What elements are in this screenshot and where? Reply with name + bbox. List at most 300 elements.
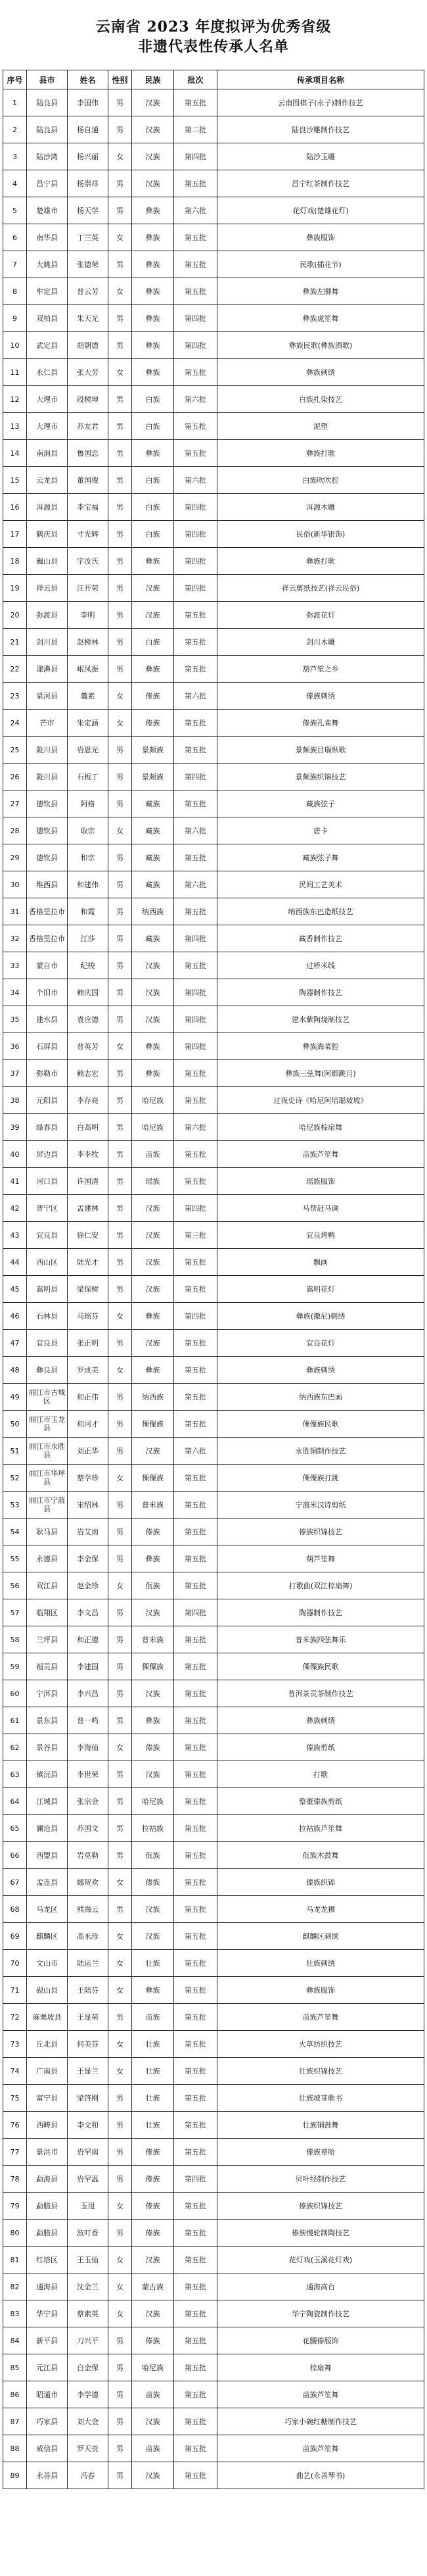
cell-ethnicity: 彝族: [132, 197, 174, 224]
cell-ethnicity: 壮族: [132, 2112, 174, 2139]
cell-project: 宁蒗米汉诗剪纸: [217, 1492, 424, 1519]
cell-project: 藏族弦子: [217, 790, 424, 817]
cell-project: 云南围棋子(永子)制作技艺: [217, 89, 424, 116]
cell-sex: 男: [108, 602, 132, 629]
table-row: [3, 1438, 424, 1465]
cell-ethnicity: 彝族: [132, 1357, 174, 1384]
cell-project: 苗族芦笙舞: [217, 2004, 424, 2031]
cell-ethnicity: 傣族: [132, 683, 174, 710]
cell-sex: 男: [108, 197, 132, 224]
cell-sex: 男: [108, 1060, 132, 1087]
cell-name: 普一鸣: [68, 1707, 108, 1734]
table-row: [3, 2462, 424, 2489]
cell-project: 傣族织锦: [217, 1869, 424, 1896]
table-row: [3, 1411, 424, 1438]
cell-batch: 第五批: [174, 170, 217, 197]
cell-project: 彝族刺绣: [217, 1357, 424, 1384]
cell-number: 32: [3, 925, 27, 952]
cell-county: 宜良县: [27, 1222, 68, 1249]
cell-ethnicity: 傣族: [132, 2139, 174, 2166]
cell-project: 泥塑: [217, 413, 424, 440]
cell-batch: 第四批: [174, 1599, 217, 1626]
cell-county: 丽江市华坪县: [27, 1465, 68, 1492]
cell-name: 孟建林: [68, 1195, 108, 1222]
cell-name: 马瑶芬: [68, 1303, 108, 1330]
cell-county: 景东县: [27, 1707, 68, 1734]
cell-ethnicity: 汉族: [132, 2247, 174, 2273]
cell-name: 宋绍林: [68, 1492, 108, 1519]
table-row: [3, 683, 424, 710]
cell-ethnicity: 傣族: [132, 710, 174, 737]
cell-project: 葫芦笙舞: [217, 1545, 424, 1572]
cell-ethnicity: 汉族: [132, 1249, 174, 1276]
cell-ethnicity: 彝族: [132, 332, 174, 359]
cell-name: 李国伟: [68, 89, 108, 116]
cell-project: 曲艺(永善琴书): [217, 2462, 424, 2489]
header-sex: 性别: [108, 70, 132, 89]
cell-number: 60: [3, 1680, 27, 1707]
cell-number: 20: [3, 602, 27, 629]
table-row: [3, 2435, 424, 2462]
cell-project: 葫芦笙之乡: [217, 656, 424, 683]
cell-number: 7: [3, 251, 27, 278]
cell-ethnicity: 壮族: [132, 2031, 174, 2058]
cell-name: 董国俊: [68, 467, 108, 494]
cell-county: 双柏县: [27, 305, 68, 332]
cell-number: 57: [3, 1599, 27, 1626]
table-row: [3, 1492, 424, 1519]
cell-ethnicity: 彝族: [132, 305, 174, 332]
cell-batch: 第二批: [174, 116, 217, 143]
table-row: [3, 2004, 424, 2031]
cell-county: 陇川县: [27, 737, 68, 764]
cell-number: 34: [3, 979, 27, 1006]
cell-batch: 第五批: [174, 2300, 217, 2327]
cell-name: 和宗: [68, 844, 108, 871]
cell-sex: 男: [108, 898, 132, 925]
cell-name: 李兴昌: [68, 1680, 108, 1707]
cell-ethnicity: 景颇族: [132, 764, 174, 790]
cell-number: 81: [3, 2247, 27, 2273]
table-row: [3, 1249, 424, 1276]
cell-number: 89: [3, 2462, 27, 2489]
table-row: [3, 1168, 424, 1195]
cell-ethnicity: 傣族: [132, 2327, 174, 2354]
cell-number: 21: [3, 629, 27, 656]
cell-batch: 第六批: [174, 1114, 217, 1141]
table-row: [3, 1788, 424, 1815]
cell-number: 85: [3, 2354, 27, 2381]
cell-ethnicity: 汉族: [132, 1195, 174, 1222]
cell-name: 李建国: [68, 1653, 108, 1680]
table-row: [3, 1519, 424, 1545]
cell-name: 冯春: [68, 2462, 108, 2489]
table-row: [3, 2354, 424, 2381]
cell-sex: 男: [108, 656, 132, 683]
table-row: [3, 1734, 424, 1761]
cell-number: 59: [3, 1653, 27, 1680]
cell-batch: 第五批: [174, 1572, 217, 1599]
cell-name: 陆运兰: [68, 1950, 108, 1977]
cell-number: 42: [3, 1195, 27, 1222]
cell-project: 傈僳族民歌: [217, 1653, 424, 1680]
cell-name: 王玉仙: [68, 2247, 108, 2273]
cell-sex: 男: [108, 871, 132, 898]
table-row: [3, 251, 424, 278]
cell-project: 贝叶经制作技艺: [217, 2166, 424, 2193]
cell-sex: 女: [108, 1869, 132, 1896]
cell-ethnicity: 彝族: [132, 251, 174, 278]
cell-name: 汪开荣: [68, 575, 108, 602]
cell-name: 杨兴丽: [68, 143, 108, 170]
cell-county: 威信县: [27, 2435, 68, 2462]
cell-sex: 男: [108, 844, 132, 871]
cell-ethnicity: 苗族: [132, 2435, 174, 2462]
cell-sex: 女: [108, 2247, 132, 2273]
cell-project: 苗族芦笙舞: [217, 2381, 424, 2408]
cell-batch: 第五批: [174, 1788, 217, 1815]
cell-project: 打歌曲(双江棕扇舞): [217, 1572, 424, 1599]
cell-number: 69: [3, 1923, 27, 1950]
cell-name: 赖庆国: [68, 979, 108, 1006]
cell-number: 23: [3, 683, 27, 710]
cell-sex: 女: [108, 817, 132, 844]
cell-ethnicity: 傣族: [132, 2220, 174, 2247]
cell-project: 彝族打歌: [217, 548, 424, 575]
cell-project: 民俗(新华银饰): [217, 521, 424, 548]
cell-name: 石板丁: [68, 764, 108, 790]
cell-county: 通海县: [27, 2273, 68, 2300]
cell-number: 64: [3, 1788, 27, 1815]
cell-number: 87: [3, 2408, 27, 2435]
cell-county: 弥勒市: [27, 1060, 68, 1087]
cell-county: 勐腊县: [27, 2193, 68, 2220]
cell-batch: 第五批: [174, 790, 217, 817]
cell-batch: 第五批: [174, 2327, 217, 2354]
cell-sex: 女: [108, 1033, 132, 1060]
cell-county: 牟定县: [27, 278, 68, 305]
cell-project: 花腰傣服饰: [217, 2327, 424, 2354]
table-row: [3, 332, 424, 359]
cell-name: 袁应德: [68, 1006, 108, 1033]
cell-sex: 男: [108, 1195, 132, 1222]
cell-batch: 第四批: [174, 548, 217, 575]
cell-number: 15: [3, 467, 27, 494]
cell-name: 赵金珍: [68, 1572, 108, 1599]
header-name: 姓名: [68, 70, 108, 89]
cell-number: 40: [3, 1141, 27, 1168]
table-row: [3, 790, 424, 817]
cell-number: 63: [3, 1761, 27, 1788]
cell-sex: 男: [108, 413, 132, 440]
cell-sex: 女: [108, 2031, 132, 2058]
cell-ethnicity: 彝族: [132, 224, 174, 251]
table-row: [3, 737, 424, 764]
cell-name: 段树坤: [68, 386, 108, 413]
cell-number: 4: [3, 170, 27, 197]
table-row: [3, 1222, 424, 1249]
cell-ethnicity: 苗族: [132, 2004, 174, 2031]
cell-sex: 女: [108, 2058, 132, 2085]
cell-county: 勐腊县: [27, 2220, 68, 2247]
cell-ethnicity: 傣族: [132, 1734, 174, 1761]
cell-sex: 男: [108, 1330, 132, 1357]
cell-name: 熊海云: [68, 1896, 108, 1923]
cell-county: 陇川县: [27, 764, 68, 790]
table-row: [3, 1707, 424, 1734]
cell-county: 巍山县: [27, 548, 68, 575]
cell-batch: 第五批: [174, 251, 217, 278]
cell-ethnicity: 白族: [132, 413, 174, 440]
cell-ethnicity: 汉族: [132, 170, 174, 197]
cell-project: 壮族织锦技艺: [217, 2058, 424, 2085]
cell-batch: 第五批: [174, 1734, 217, 1761]
cell-county: 南涧县: [27, 440, 68, 467]
cell-ethnicity: 佤族: [132, 1842, 174, 1869]
cell-project: 陆沙玉雕: [217, 143, 424, 170]
cell-batch: 第四批: [174, 764, 217, 790]
cell-ethnicity: 彝族: [132, 1707, 174, 1734]
cell-county: 永德县: [27, 1545, 68, 1572]
cell-number: 37: [3, 1060, 27, 1087]
cell-name: 岩恩光: [68, 737, 108, 764]
cell-batch: 第四批: [174, 1195, 217, 1222]
cell-county: 祥云县: [27, 575, 68, 602]
cell-number: 72: [3, 2004, 27, 2031]
cell-county: 屏边县: [27, 1141, 68, 1168]
cell-sex: 男: [108, 575, 132, 602]
cell-batch: 第四批: [174, 1033, 217, 1060]
cell-sex: 男: [108, 2327, 132, 2354]
cell-number: 83: [3, 2300, 27, 2327]
cell-sex: 男: [108, 1249, 132, 1276]
cell-project: 麒麟区刺绣: [217, 1923, 424, 1950]
cell-number: 56: [3, 1572, 27, 1599]
cell-project: 壮族刺绣: [217, 1950, 424, 1977]
table-row: [3, 413, 424, 440]
cell-project: 普米族四弦舞乐: [217, 1626, 424, 1653]
cell-name: 杨崇祥: [68, 170, 108, 197]
cell-county: 丽江市玉龙县: [27, 1411, 68, 1438]
cell-sex: 男: [108, 2435, 132, 2462]
cell-number: 77: [3, 2139, 27, 2166]
cell-name: 王显兰: [68, 2058, 108, 2085]
cell-name: 胡朝德: [68, 332, 108, 359]
cell-sex: 女: [108, 1734, 132, 1761]
cell-name: 岷凤振: [68, 656, 108, 683]
cell-ethnicity: 傣族: [132, 1869, 174, 1896]
cell-batch: 第四批: [174, 979, 217, 1006]
cell-sex: 男: [108, 1222, 132, 1249]
cell-number: 24: [3, 710, 27, 737]
table-row: [3, 1303, 424, 1330]
cell-sex: 男: [108, 332, 132, 359]
cell-number: 51: [3, 1438, 27, 1465]
cell-name: 蔡学珍: [68, 1465, 108, 1492]
cell-project: 拉祜族芦笙舞: [217, 1815, 424, 1842]
document-title-line1: 云南省 2023 年度拟评为优秀省级: [95, 18, 332, 36]
cell-sex: 男: [108, 2004, 132, 2031]
cell-number: 25: [3, 737, 27, 764]
cell-batch: 第五批: [174, 1545, 217, 1572]
table-row: [3, 89, 424, 116]
table-row: [3, 1465, 424, 1492]
cell-name: 李学德: [68, 2381, 108, 2408]
table-row: [3, 1357, 424, 1384]
cell-name: 赵树林: [68, 629, 108, 656]
table-row: [3, 1141, 424, 1168]
cell-name: 李文和: [68, 2112, 108, 2139]
cell-county: 南华县: [27, 224, 68, 251]
cell-batch: 第四批: [174, 332, 217, 359]
table-row: [3, 1006, 424, 1033]
cell-batch: 第六批: [174, 1438, 217, 1465]
header-batch: 批次: [174, 70, 217, 89]
cell-batch: 第五批: [174, 629, 217, 656]
cell-ethnicity: 瑶族: [132, 1168, 174, 1195]
cell-number: 82: [3, 2273, 27, 2300]
table-row: [3, 1653, 424, 1680]
cell-county: 兰坪县: [27, 1626, 68, 1653]
cell-ethnicity: 哈尼族: [132, 1087, 174, 1114]
cell-batch: 第五批: [174, 1950, 217, 1977]
cell-number: 74: [3, 2058, 27, 2085]
table-row: [3, 2193, 424, 2220]
cell-number: 79: [3, 2193, 27, 2220]
cell-project: 昌宁红茶制作技艺: [217, 170, 424, 197]
cell-sex: 男: [108, 1815, 132, 1842]
table-row: [3, 2408, 424, 2435]
cell-number: 3: [3, 143, 27, 170]
cell-project: 陶器制作技艺: [217, 1599, 424, 1626]
cell-batch: 第五批: [174, 359, 217, 386]
cell-batch: 第五批: [174, 2220, 217, 2247]
cell-sex: 男: [108, 1680, 132, 1707]
cell-sex: 男: [108, 1384, 132, 1411]
cell-ethnicity: 彝族: [132, 1033, 174, 1060]
cell-county: 华宁县: [27, 2300, 68, 2327]
cell-name: 朱天光: [68, 305, 108, 332]
cell-sex: 男: [108, 2220, 132, 2247]
cell-sex: 男: [108, 925, 132, 952]
cell-batch: 第四批: [174, 1006, 217, 1033]
cell-project: 民歌(插花节): [217, 251, 424, 278]
cell-county: 砚山县: [27, 1977, 68, 2004]
cell-county: 弥渡县: [27, 602, 68, 629]
cell-sex: 男: [108, 1896, 132, 1923]
cell-sex: 男: [108, 251, 132, 278]
cell-project: 纳西族东巴造纸技艺: [217, 898, 424, 925]
table-row: [3, 575, 424, 602]
cell-project: 彝族刺绣: [217, 359, 424, 386]
cell-ethnicity: 汉族: [132, 952, 174, 979]
cell-batch: 第五批: [174, 1977, 217, 2004]
cell-batch: 第五批: [174, 1815, 217, 1842]
document-title-line2: 非遗代表性传承人名单: [137, 38, 289, 55]
cell-batch: 第四批: [174, 494, 217, 521]
cell-project: 彝族三弦舞(阿细跳月): [217, 1060, 424, 1087]
cell-name: 岩罕温: [68, 2166, 108, 2193]
cell-sex: 女: [108, 1465, 132, 1492]
cell-batch: 第五批: [174, 413, 217, 440]
cell-batch: 第六批: [174, 386, 217, 413]
cell-sex: 男: [108, 1492, 132, 1519]
header-project: 传承项目名称: [217, 70, 424, 89]
cell-ethnicity: 蒙古族: [132, 2273, 174, 2300]
cell-number: 75: [3, 2085, 27, 2112]
cell-county: 新平县: [27, 2327, 68, 2354]
cell-county: 大姚县: [27, 251, 68, 278]
cell-project: 苗族芦笙舞: [217, 2435, 424, 2462]
cell-ethnicity: 彝族: [132, 359, 174, 386]
cell-batch: 第五批: [174, 1411, 217, 1438]
table-row: [3, 224, 424, 251]
cell-project: 傣族慢轮制陶技艺: [217, 2220, 424, 2247]
cell-ethnicity: 汉族: [132, 143, 174, 170]
table-row: [3, 602, 424, 629]
cell-ethnicity: 彝族: [132, 440, 174, 467]
cell-batch: 第五批: [174, 278, 217, 305]
cell-county: 临翔区: [27, 1599, 68, 1626]
cell-name: 李宝福: [68, 494, 108, 521]
cell-project: 佤族木鼓舞: [217, 1842, 424, 1869]
table-row: [3, 710, 424, 737]
cell-sex: 男: [108, 170, 132, 197]
cell-batch: 第五批: [174, 1087, 217, 1114]
cell-name: 普云芳: [68, 278, 108, 305]
cell-county: 武定县: [27, 332, 68, 359]
cell-number: 8: [3, 278, 27, 305]
cell-county: 漾濞县: [27, 656, 68, 683]
cell-batch: 第五批: [174, 2112, 217, 2139]
cell-ethnicity: 汉族: [132, 1006, 174, 1033]
cell-name: 李海仙: [68, 1734, 108, 1761]
cell-county: 麒麟区: [27, 1923, 68, 1950]
table-row: [3, 1869, 424, 1896]
cell-sex: 男: [108, 1168, 132, 1195]
cell-batch: 第五批: [174, 898, 217, 925]
cell-sex: 男: [108, 1545, 132, 1572]
cell-ethnicity: 傣族: [132, 1519, 174, 1545]
cell-sex: 男: [108, 1707, 132, 1734]
cell-county: 西盟县: [27, 1842, 68, 1869]
cell-batch: 第五批: [174, 2408, 217, 2435]
cell-name: 和正德: [68, 1626, 108, 1653]
cell-county: 大理市: [27, 413, 68, 440]
cell-project: 景颇族织锦技艺: [217, 764, 424, 790]
cell-number: 28: [3, 817, 27, 844]
cell-ethnicity: 普米族: [132, 1492, 174, 1519]
cell-name: 刀兴平: [68, 2327, 108, 2354]
cell-project: 民间工艺美术: [217, 871, 424, 898]
cell-number: 80: [3, 2220, 27, 2247]
cell-number: 67: [3, 1869, 27, 1896]
cell-number: 19: [3, 575, 27, 602]
cell-sex: 男: [108, 467, 132, 494]
cell-number: 52: [3, 1465, 27, 1492]
cell-batch: 第五批: [174, 2085, 217, 2112]
cell-batch: 第五批: [174, 224, 217, 251]
cell-ethnicity: 汉族: [132, 979, 174, 1006]
cell-batch: 第五批: [174, 2004, 217, 2031]
cell-county: 景洪市: [27, 2139, 68, 2166]
table-row: [3, 386, 424, 413]
cell-sex: 男: [108, 548, 132, 575]
cell-number: 13: [3, 413, 27, 440]
cell-number: 41: [3, 1168, 27, 1195]
cell-number: 2: [3, 116, 27, 143]
cell-batch: 第五批: [174, 1761, 217, 1788]
